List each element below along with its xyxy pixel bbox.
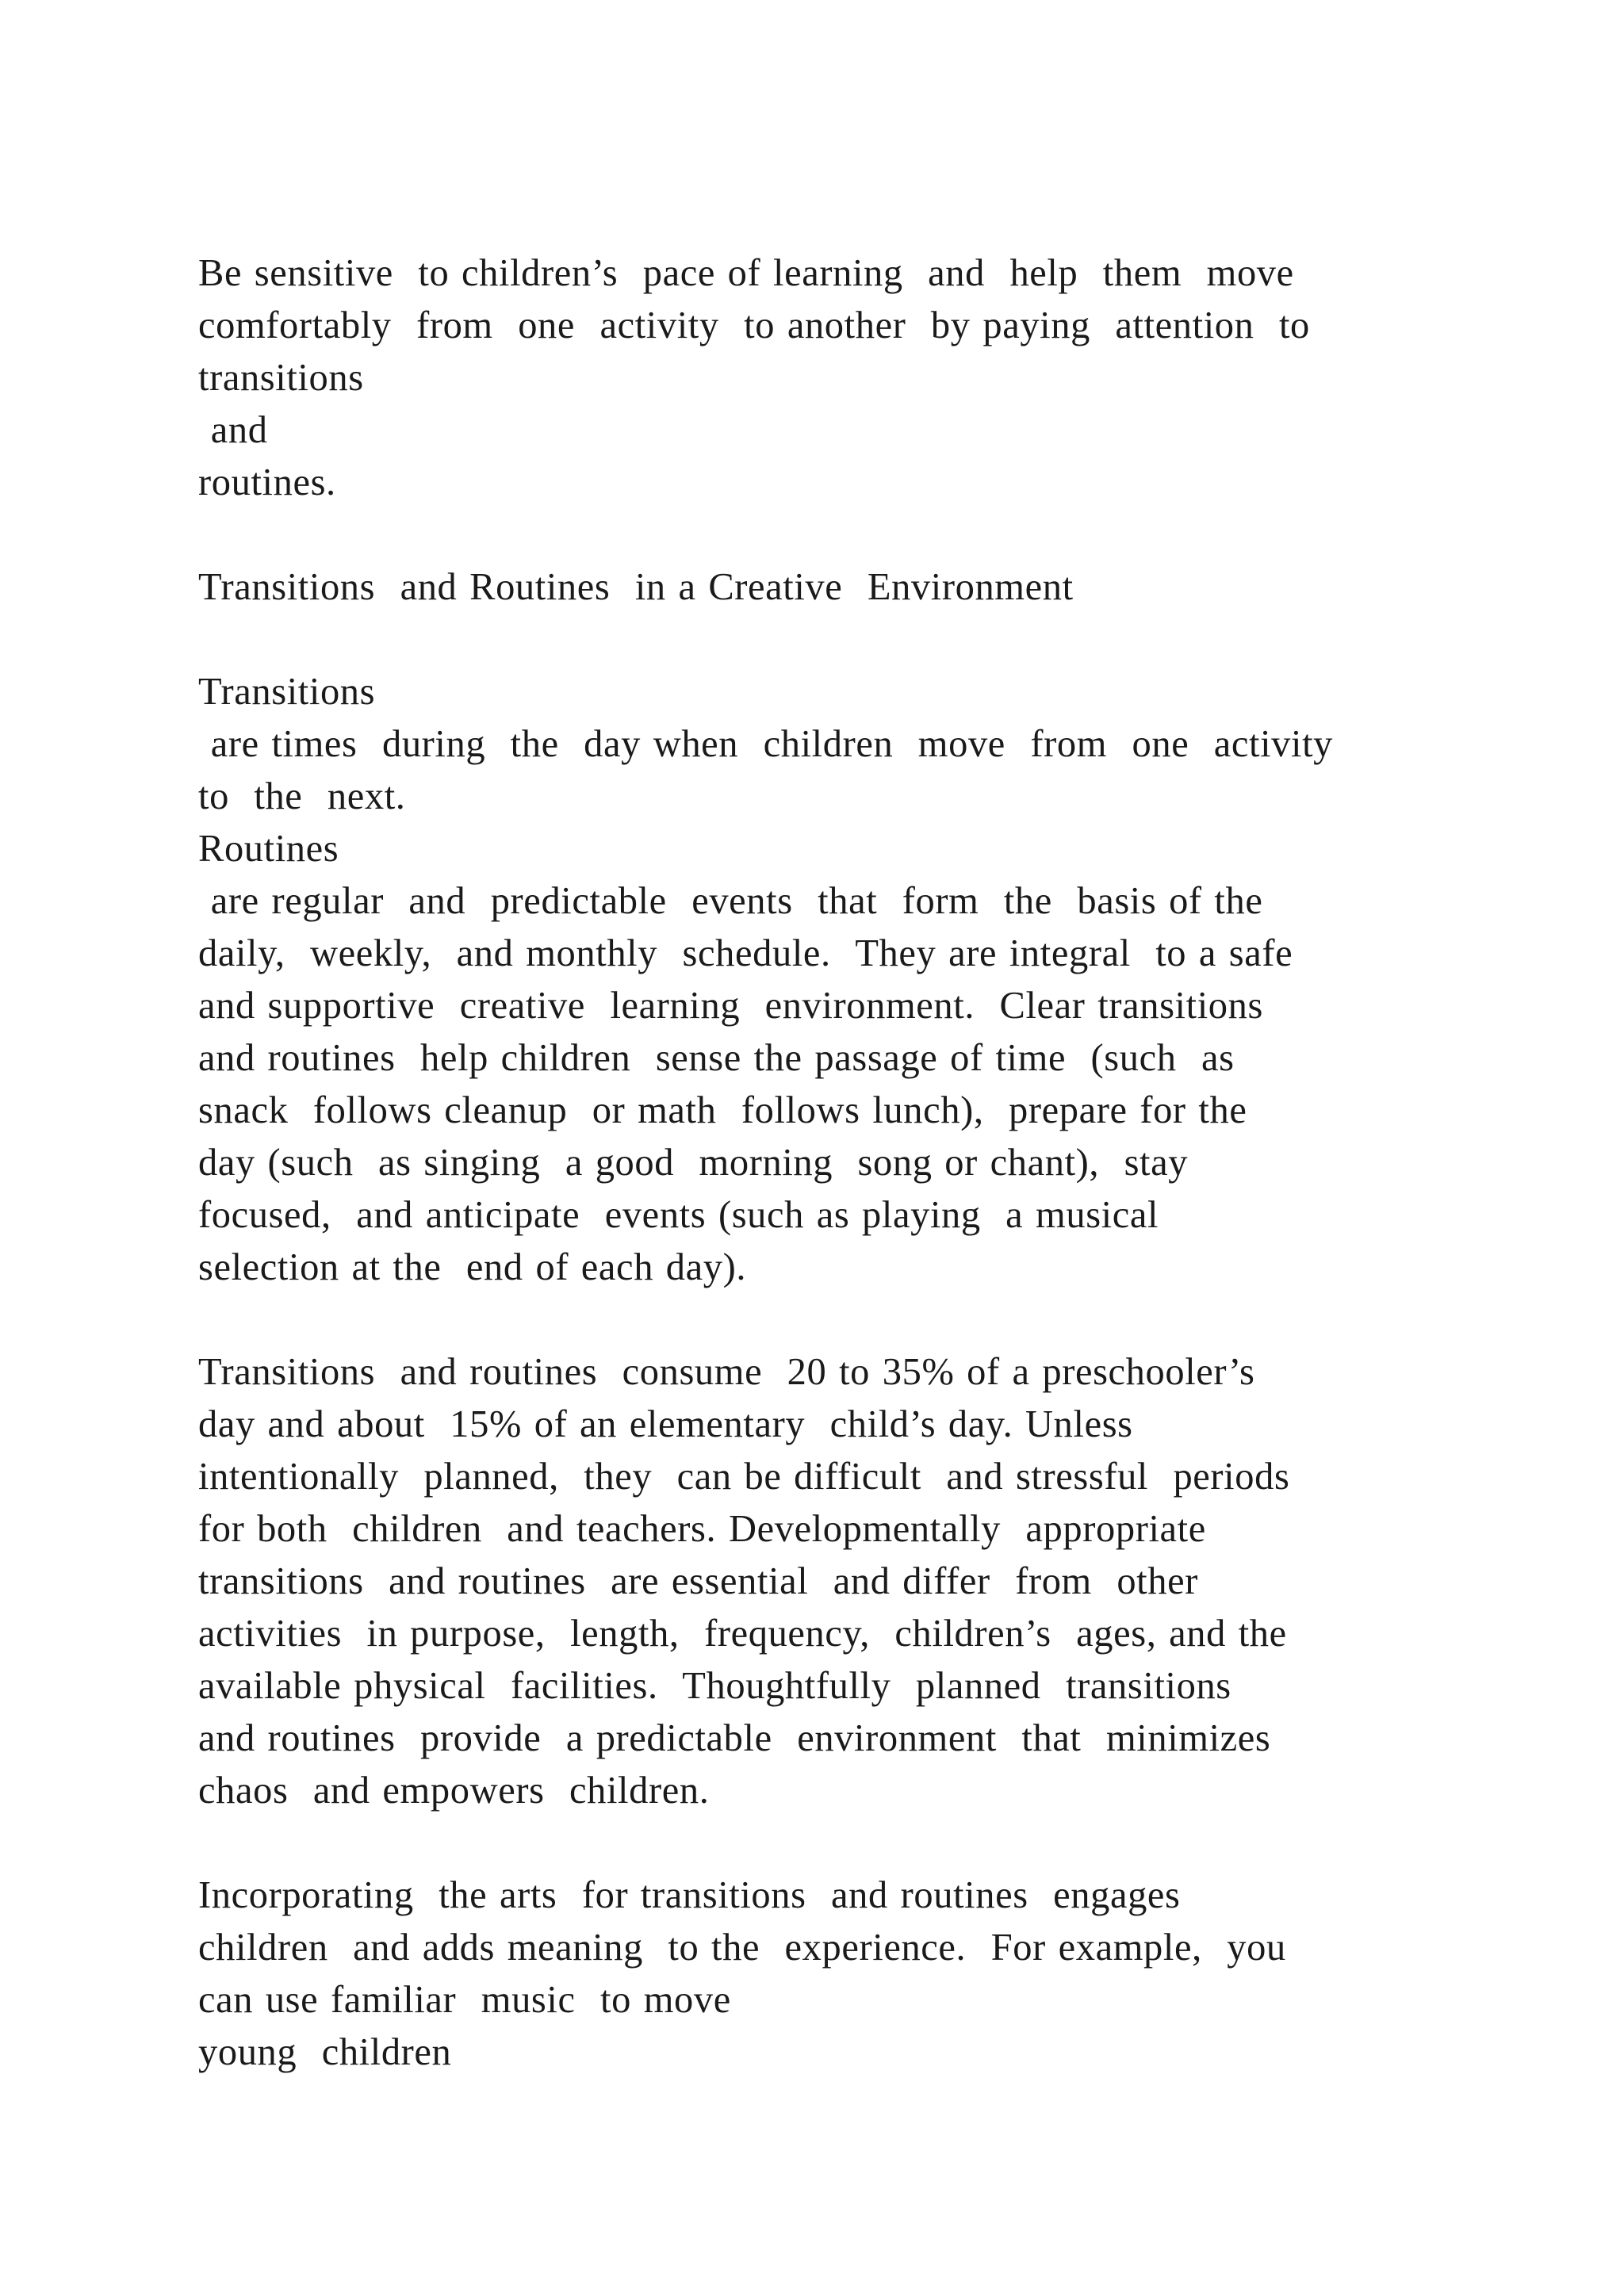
- text-line: available physical facilities. Thoughtfully planned transitions: [198, 1665, 1231, 1707]
- text-line: transitions and routines are essential and differ from other: [198, 1560, 1198, 1602]
- text-line: and: [198, 409, 268, 451]
- text-line: young children: [198, 2031, 452, 2073]
- section-heading: [198, 561, 1435, 614]
- paragraph-definitions: [198, 666, 1435, 1294]
- paragraph-arts: [198, 1869, 1435, 2079]
- heading-line: Transitions and Routines in a Creative Environment: [198, 566, 1074, 608]
- text-line: children and adds meaning to the experience. For example, you: [198, 1927, 1286, 1969]
- text-line: and supportive creative learning environment. Clear transitions: [198, 985, 1263, 1027]
- text-line: snack follows cleanup or math follows lunch), prepare for the: [198, 1089, 1247, 1131]
- text-line: daily, weekly, and monthly schedule. They are integral to a safe: [198, 932, 1293, 974]
- text-line: intentionally planned, they can be difficult and stressful periods: [198, 1456, 1290, 1498]
- text-line: Be sensitive to children’s pace of learning and help them move: [198, 252, 1294, 294]
- text-line: Routines: [198, 828, 339, 870]
- text-line: transitions: [198, 357, 364, 399]
- text-line: for both children and teachers. Developmentally appropriate: [198, 1508, 1206, 1550]
- paragraph-spacer: [198, 614, 1435, 666]
- text-line: can use familiar music to move: [198, 1979, 731, 2021]
- text-line: Transitions: [198, 671, 376, 713]
- text-line: and routines provide a predictable environment that minimizes: [198, 1717, 1271, 1759]
- text-line: selection at the end of each day).: [198, 1246, 747, 1288]
- text-line: comfortably from one activity to another by paying attention to: [198, 304, 1310, 346]
- text-line: day and about 15% of an elementary child’s day. Unless: [198, 1403, 1133, 1445]
- text-line: and routines help children sense the passage of time (such as: [198, 1037, 1235, 1079]
- text-line: routines.: [198, 461, 336, 503]
- text-line: activities in purpose, length, frequency, children’s ages, and the: [198, 1613, 1287, 1655]
- paragraph-spacer: [198, 509, 1435, 561]
- text-line: to the next.: [198, 775, 406, 817]
- text-line: Incorporating the arts for transitions and routines engages: [198, 1874, 1181, 1916]
- paragraph-spacer: [198, 1817, 1435, 1869]
- paragraph-spacer: [198, 1294, 1435, 1346]
- text-line: day (such as singing a good morning song or chant), stay: [198, 1142, 1189, 1184]
- text-line: focused, and anticipate events (such as playing a musical: [198, 1194, 1159, 1236]
- text-line: chaos and empowers children.: [198, 1770, 710, 1812]
- document-body: [198, 247, 1435, 2079]
- paragraph-intro: [198, 247, 1435, 509]
- text-line: Transitions and routines consume 20 to 35% of a preschooler’s: [198, 1351, 1255, 1393]
- paragraph-consumption: [198, 1346, 1435, 1817]
- text-line: are regular and predictable events that form the basis of the: [198, 880, 1263, 922]
- text-line: are times during the day when children move from one activity: [198, 723, 1334, 765]
